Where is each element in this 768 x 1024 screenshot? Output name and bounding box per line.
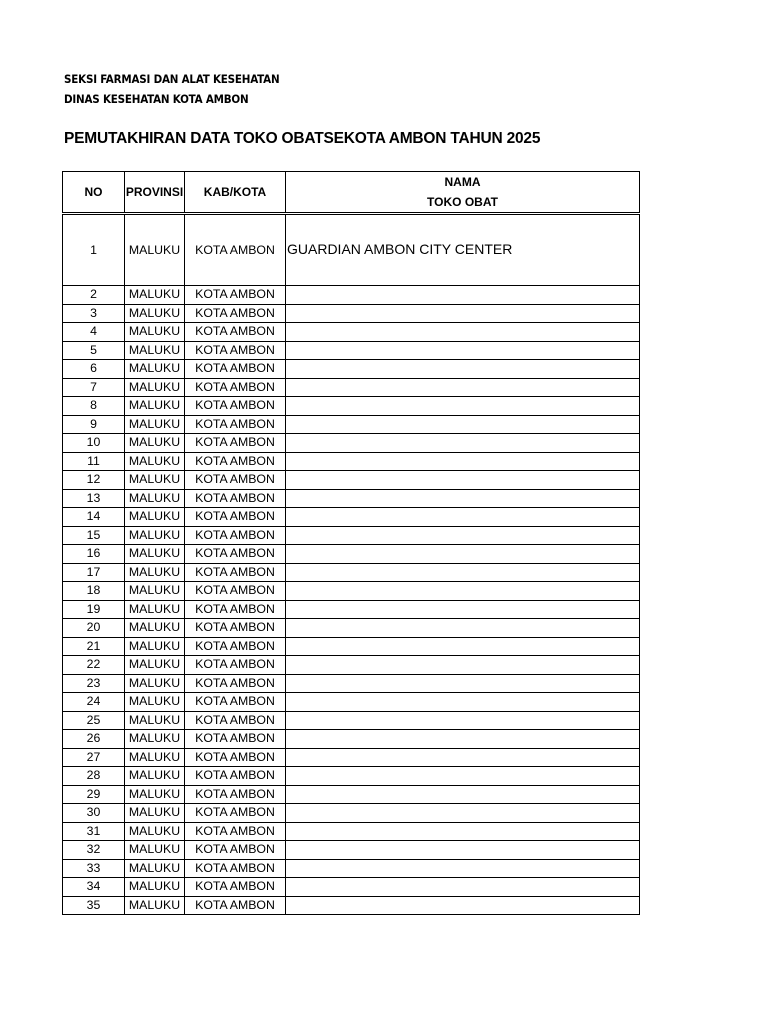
org-section-name: SEKSI FARMASI DAN ALAT KESEHATAN — [64, 72, 280, 86]
column-header-no: NO — [63, 172, 125, 214]
cell-provinsi: MALUKU — [125, 748, 185, 767]
cell-no: 23 — [63, 674, 125, 693]
cell-provinsi: MALUKU — [125, 526, 185, 545]
cell-kab-kota: KOTA AMBON — [185, 452, 286, 471]
cell-kab-kota: KOTA AMBON — [185, 378, 286, 397]
cell-nama-toko-obat — [286, 693, 640, 712]
cell-no: 34 — [63, 878, 125, 897]
cell-nama-toko-obat — [286, 378, 640, 397]
cell-no: 22 — [63, 656, 125, 675]
table-header — [63, 172, 640, 214]
cell-no: 31 — [63, 822, 125, 841]
cell-kab-kota: KOTA AMBON — [185, 582, 286, 601]
cell-nama-toko-obat — [286, 804, 640, 823]
cell-kab-kota: KOTA AMBON — [185, 341, 286, 360]
cell-nama-toko-obat — [286, 878, 640, 897]
cell-nama-toko-obat — [286, 489, 640, 508]
cell-nama-toko-obat: GUARDIAN AMBON CITY CENTER — [286, 214, 640, 286]
cell-kab-kota: KOTA AMBON — [185, 545, 286, 564]
cell-provinsi: MALUKU — [125, 822, 185, 841]
table-body — [63, 214, 640, 915]
cell-nama-toko-obat — [286, 841, 640, 860]
cell-provinsi: MALUKU — [125, 785, 185, 804]
cell-kab-kota: KOTA AMBON — [185, 674, 286, 693]
cell-kab-kota: KOTA AMBON — [185, 767, 286, 786]
cell-provinsi: MALUKU — [125, 582, 185, 601]
cell-provinsi: MALUKU — [125, 841, 185, 860]
cell-kab-kota: KOTA AMBON — [185, 214, 286, 286]
cell-no: 15 — [63, 526, 125, 545]
cell-nama-toko-obat — [286, 323, 640, 342]
cell-nama-toko-obat — [286, 526, 640, 545]
cell-kab-kota: KOTA AMBON — [185, 619, 286, 638]
table-row — [63, 637, 640, 656]
cell-nama-toko-obat — [286, 397, 640, 416]
cell-kab-kota: KOTA AMBON — [185, 526, 286, 545]
cell-kab-kota: KOTA AMBON — [185, 600, 286, 619]
cell-kab-kota: KOTA AMBON — [185, 434, 286, 453]
cell-no: 21 — [63, 637, 125, 656]
cell-nama-toko-obat — [286, 711, 640, 730]
cell-nama-toko-obat — [286, 619, 640, 638]
cell-provinsi: MALUKU — [125, 378, 185, 397]
cell-kab-kota: KOTA AMBON — [185, 563, 286, 582]
table-row — [63, 711, 640, 730]
cell-no: 11 — [63, 452, 125, 471]
cell-provinsi: MALUKU — [125, 878, 185, 897]
document-title: PEMUTAKHIRAN DATA TOKO OBATSEKOTA AMBON TAHUN 2025 — [64, 130, 541, 147]
cell-provinsi: MALUKU — [125, 304, 185, 323]
table-row — [63, 748, 640, 767]
cell-kab-kota: KOTA AMBON — [185, 878, 286, 897]
cell-nama-toko-obat — [286, 452, 640, 471]
table-row — [63, 545, 640, 564]
table-row — [63, 730, 640, 749]
cell-no: 3 — [63, 304, 125, 323]
cell-provinsi: MALUKU — [125, 397, 185, 416]
cell-provinsi: MALUKU — [125, 214, 185, 286]
cell-no: 5 — [63, 341, 125, 360]
cell-no: 6 — [63, 360, 125, 379]
cell-kab-kota: KOTA AMBON — [185, 508, 286, 527]
cell-provinsi: MALUKU — [125, 656, 185, 675]
cell-kab-kota: KOTA AMBON — [185, 748, 286, 767]
cell-kab-kota: KOTA AMBON — [185, 859, 286, 878]
cell-provinsi: MALUKU — [125, 434, 185, 453]
cell-kab-kota: KOTA AMBON — [185, 804, 286, 823]
cell-provinsi: MALUKU — [125, 693, 185, 712]
cell-no: 17 — [63, 563, 125, 582]
table-row — [63, 785, 640, 804]
table-row — [63, 693, 640, 712]
cell-nama-toko-obat — [286, 563, 640, 582]
cell-nama-toko-obat — [286, 360, 640, 379]
cell-provinsi: MALUKU — [125, 600, 185, 619]
column-header-kab-kota: KAB/KOTA — [185, 172, 286, 214]
cell-no: 13 — [63, 489, 125, 508]
cell-nama-toko-obat — [286, 656, 640, 675]
cell-kab-kota: KOTA AMBON — [185, 397, 286, 416]
table-row — [63, 286, 640, 305]
cell-kab-kota: KOTA AMBON — [185, 656, 286, 675]
table-row — [63, 526, 640, 545]
cell-no: 20 — [63, 619, 125, 638]
table-row — [63, 822, 640, 841]
column-header-provinsi: PROVINSI — [125, 172, 185, 214]
cell-no: 32 — [63, 841, 125, 860]
cell-no: 33 — [63, 859, 125, 878]
table-row — [63, 619, 640, 638]
toko-obat-table — [62, 171, 640, 915]
cell-provinsi: MALUKU — [125, 804, 185, 823]
cell-no: 25 — [63, 711, 125, 730]
cell-nama-toko-obat — [286, 341, 640, 360]
cell-nama-toko-obat — [286, 748, 640, 767]
column-header-nama-line1: NAMA — [444, 175, 481, 189]
table-row — [63, 378, 640, 397]
cell-kab-kota: KOTA AMBON — [185, 896, 286, 915]
cell-nama-toko-obat — [286, 508, 640, 527]
cell-provinsi: MALUKU — [125, 489, 185, 508]
cell-kab-kota: KOTA AMBON — [185, 323, 286, 342]
cell-kab-kota: KOTA AMBON — [185, 360, 286, 379]
cell-no: 16 — [63, 545, 125, 564]
cell-kab-kota: KOTA AMBON — [185, 730, 286, 749]
org-agency-name: DINAS KESEHATAN KOTA AMBON — [64, 92, 249, 106]
table-row — [63, 434, 640, 453]
cell-provinsi: MALUKU — [125, 508, 185, 527]
table-row — [63, 452, 640, 471]
cell-no: 19 — [63, 600, 125, 619]
cell-no: 18 — [63, 582, 125, 601]
table-row — [63, 841, 640, 860]
cell-provinsi: MALUKU — [125, 619, 185, 638]
column-header-nama-line2: TOKO OBAT — [427, 195, 498, 209]
cell-no: 1 — [63, 214, 125, 286]
table-row — [63, 582, 640, 601]
table-header-row — [63, 172, 640, 214]
cell-nama-toko-obat — [286, 415, 640, 434]
cell-kab-kota: KOTA AMBON — [185, 304, 286, 323]
cell-nama-toko-obat — [286, 545, 640, 564]
cell-no: 7 — [63, 378, 125, 397]
table-row — [63, 489, 640, 508]
cell-provinsi: MALUKU — [125, 415, 185, 434]
cell-nama-toko-obat — [286, 304, 640, 323]
cell-nama-toko-obat — [286, 286, 640, 305]
table-row — [63, 878, 640, 897]
table-row — [63, 767, 640, 786]
cell-kab-kota: KOTA AMBON — [185, 841, 286, 860]
cell-no: 10 — [63, 434, 125, 453]
table-row — [63, 804, 640, 823]
cell-no: 35 — [63, 896, 125, 915]
cell-provinsi: MALUKU — [125, 545, 185, 564]
cell-no: 26 — [63, 730, 125, 749]
cell-provinsi: MALUKU — [125, 767, 185, 786]
cell-no: 14 — [63, 508, 125, 527]
table-row — [63, 563, 640, 582]
cell-provinsi: MALUKU — [125, 323, 185, 342]
cell-nama-toko-obat — [286, 822, 640, 841]
cell-kab-kota: KOTA AMBON — [185, 785, 286, 804]
cell-provinsi: MALUKU — [125, 896, 185, 915]
cell-nama-toko-obat — [286, 600, 640, 619]
cell-no: 2 — [63, 286, 125, 305]
table-row — [63, 415, 640, 434]
cell-nama-toko-obat — [286, 767, 640, 786]
cell-provinsi: MALUKU — [125, 341, 185, 360]
cell-provinsi: MALUKU — [125, 637, 185, 656]
table-row — [63, 304, 640, 323]
cell-no: 9 — [63, 415, 125, 434]
cell-provinsi: MALUKU — [125, 360, 185, 379]
cell-kab-kota: KOTA AMBON — [185, 489, 286, 508]
cell-no: 27 — [63, 748, 125, 767]
table-row — [63, 471, 640, 490]
table-row — [63, 859, 640, 878]
cell-nama-toko-obat — [286, 471, 640, 490]
cell-provinsi: MALUKU — [125, 471, 185, 490]
cell-no: 4 — [63, 323, 125, 342]
cell-no: 24 — [63, 693, 125, 712]
cell-no: 28 — [63, 767, 125, 786]
cell-provinsi: MALUKU — [125, 563, 185, 582]
table-row — [63, 397, 640, 416]
cell-nama-toko-obat — [286, 859, 640, 878]
table-row — [63, 214, 640, 286]
cell-nama-toko-obat — [286, 582, 640, 601]
cell-no: 29 — [63, 785, 125, 804]
table-row — [63, 341, 640, 360]
cell-provinsi: MALUKU — [125, 859, 185, 878]
table-row — [63, 323, 640, 342]
table-row — [63, 896, 640, 915]
cell-kab-kota: KOTA AMBON — [185, 711, 286, 730]
cell-no: 12 — [63, 471, 125, 490]
cell-kab-kota: KOTA AMBON — [185, 637, 286, 656]
cell-provinsi: MALUKU — [125, 674, 185, 693]
cell-kab-kota: KOTA AMBON — [185, 286, 286, 305]
cell-nama-toko-obat — [286, 785, 640, 804]
cell-provinsi: MALUKU — [125, 730, 185, 749]
cell-no: 8 — [63, 397, 125, 416]
cell-nama-toko-obat — [286, 434, 640, 453]
cell-nama-toko-obat — [286, 637, 640, 656]
table-row — [63, 360, 640, 379]
cell-nama-toko-obat — [286, 674, 640, 693]
column-header-nama-toko-obat — [286, 172, 640, 214]
cell-nama-toko-obat — [286, 896, 640, 915]
cell-provinsi: MALUKU — [125, 286, 185, 305]
table-row — [63, 674, 640, 693]
cell-kab-kota: KOTA AMBON — [185, 415, 286, 434]
table-row — [63, 600, 640, 619]
cell-provinsi: MALUKU — [125, 452, 185, 471]
table-row — [63, 656, 640, 675]
cell-kab-kota: KOTA AMBON — [185, 693, 286, 712]
cell-no: 30 — [63, 804, 125, 823]
cell-provinsi: MALUKU — [125, 711, 185, 730]
cell-kab-kota: KOTA AMBON — [185, 471, 286, 490]
cell-kab-kota: KOTA AMBON — [185, 822, 286, 841]
table-row — [63, 508, 640, 527]
cell-nama-toko-obat — [286, 730, 640, 749]
